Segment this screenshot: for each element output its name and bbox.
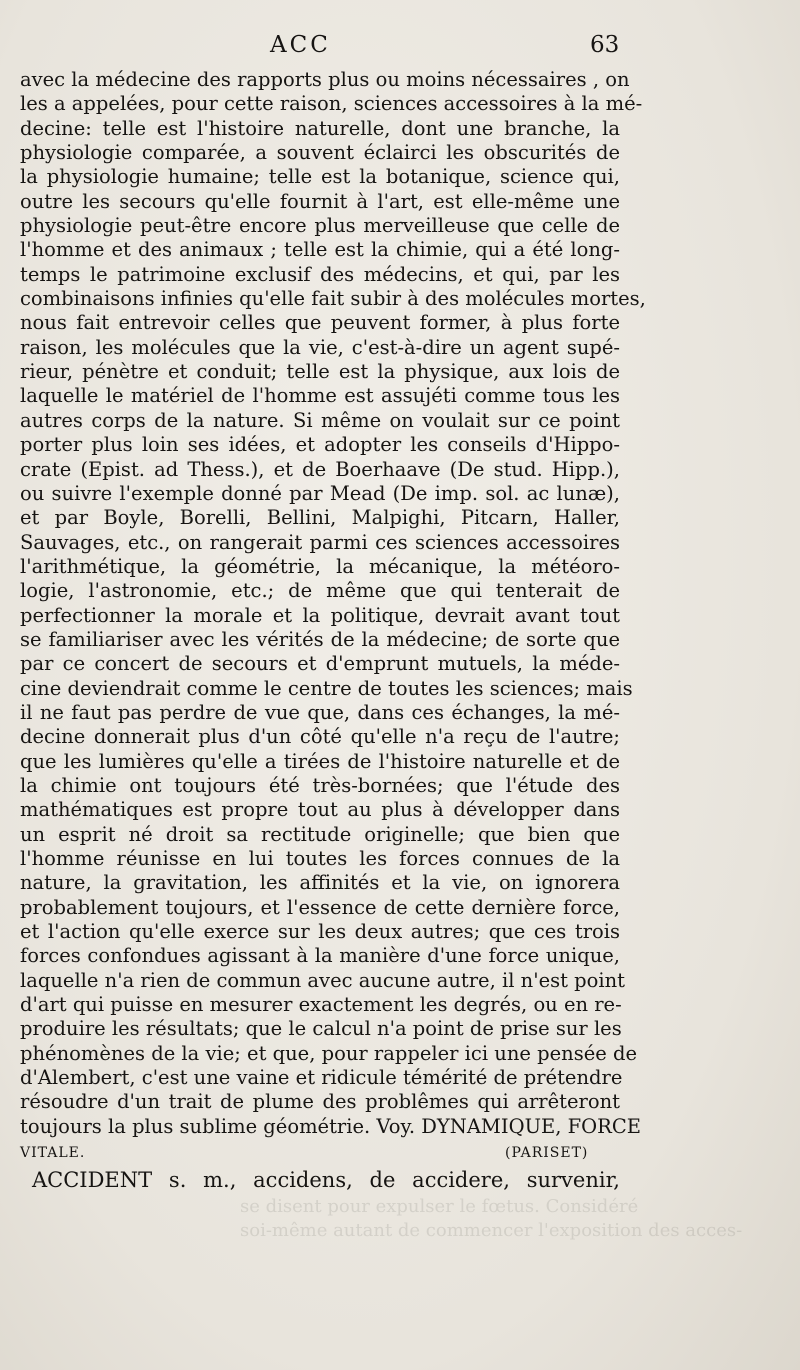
text-line: decine donnerait plus d'un côté qu'elle n'a reçu de l'autre; <box>20 725 620 749</box>
text-line: il ne faut pas perdre de vue que, dans ces échanges, la mé- <box>20 700 620 724</box>
text-line: les a appelées, pour cette raison, sciences accessoires à la mé- <box>20 92 643 116</box>
running-head: ACC <box>270 32 331 58</box>
page-number: 63 <box>590 32 620 58</box>
text-line: que les lumières qu'elle a tirées de l'histoire naturelle et de <box>20 749 620 773</box>
text-line: rieur, pénètre et conduit; telle est la physique, aux lois de <box>20 360 620 384</box>
text-line: résoudre d'un trait de plume des problêmes qui arrêteront <box>20 1090 620 1114</box>
page-header <box>0 32 800 66</box>
text-line: la chimie ont toujours été très-bornées; que l'étude des <box>20 773 620 797</box>
text-line: decine: telle est l'histoire naturelle, dont une branche, la <box>20 116 620 140</box>
text-line: laquelle n'a rien de commun avec aucune autre, il n'est point <box>20 968 626 992</box>
body-text <box>20 68 646 1193</box>
text-line: d'art qui puisse en mesurer exactement les degrés, ou en re- <box>20 993 622 1017</box>
cross-reference-continuation: VITALE. <box>20 1145 86 1162</box>
text-line: outre les secours qu'elle fournit à l'art, est elle-même une <box>20 189 620 213</box>
text-line: l'homme réunisse en lui toutes les forces connues de la <box>20 847 620 870</box>
text-line: mathématiques est propre tout au plus à développer dans <box>20 798 620 822</box>
text-line: raison, les molécules que la vie, c'est-à-dire un agent supé- <box>20 335 620 359</box>
text-line: laquelle le matériel de l'homme est assujéti comme tous les <box>20 384 620 408</box>
text-line: avec la médecine des rapports plus ou moins nécessaires , on <box>20 68 630 91</box>
text-line: phénomènes de la vie; et que, pour rappeler ici une pensée de <box>20 1041 638 1065</box>
text-line: combinaisons infinies qu'elle fait subir à des molécules mortes, <box>20 287 646 311</box>
text-line: et par Boyle, Borelli, Bellini, Malpighi, Pitcarn, Haller, <box>20 506 620 530</box>
text-line: par ce concert de secours et d'emprunt mutuels, la méde- <box>20 652 620 676</box>
signature-line <box>20 1141 620 1165</box>
text-line: perfectionner la morale et la politique, devrait avant tout <box>20 603 620 627</box>
text-line: cine deviendrait comme le centre de toutes les sciences; mais <box>20 676 633 700</box>
text-line: forces confondues agissant à la manière d'une force unique, <box>20 944 620 968</box>
bleed-through-text <box>240 1195 743 1243</box>
text-line: autres corps de la nature. Si même on voulait sur ce point <box>20 408 620 432</box>
text-line: produire les résultats; que le calcul n'a point de prise sur les <box>20 1017 622 1041</box>
text-line: crate (Epist. ad Thess.), et de Boerhaave (De stud. Hipp.), <box>20 457 620 481</box>
text-line: nous fait entrevoir celles que peuvent former, à plus forte <box>20 311 620 335</box>
text-line: physiologie peut-être encore plus merveilleuse que celle de <box>20 214 620 238</box>
next-entry-heading: ACCIDENT s. m., accidens, de accidere, survenir, <box>32 1168 620 1193</box>
bleed-through-line: soi-même autant de commencer l'exposition des acces- <box>240 1220 743 1241</box>
text-line: un esprit né droit sa rectitude originelle; que bien que <box>20 822 620 846</box>
text-line: l'homme et des animaux ; telle est la chimie, qui a été long- <box>20 238 620 262</box>
text-line: porter plus loin ses idées, et adopter les conseils d'Hippo- <box>20 433 620 457</box>
text-line: la physiologie humaine; telle est la botanique, science qui, <box>20 165 620 189</box>
text-line: probablement toujours, et l'essence de cette dernière force, <box>20 895 620 919</box>
text-line: l'arithmétique, la géométrie, la mécanique, la météoro- <box>20 554 620 578</box>
text-line: physiologie comparée, a souvent éclairci les obscurités de <box>20 141 620 165</box>
text-line: logie, l'astronomie, etc.; de même que qui tenterait de <box>20 579 620 603</box>
text-line: toujours la plus sublime géométrie. Voy. DYNAMIQUE, FORCE <box>20 1114 642 1138</box>
text-line: temps le patrimoine exclusif des médecins, et qui, par les <box>20 262 620 286</box>
text-line: et l'action qu'elle exerce sur les deux autres; que ces trois <box>20 920 620 944</box>
text-line: ou suivre l'exemple donné par Mead (De imp. sol. ac lunæ), <box>20 481 620 505</box>
text-line: d'Alembert, c'est une vaine et ridicule témérité de prétendre <box>20 1066 623 1090</box>
author-signature: (PARISET) <box>505 1145 589 1162</box>
bleed-through-line: se disent pour expulser le fœtus. Considéré <box>240 1196 639 1217</box>
text-line: Sauvages, etc., on rangerait parmi ces sciences accessoires <box>20 530 620 554</box>
text-line: se familiariser avec les vérités de la médecine; de sorte que <box>20 627 620 651</box>
text-line: nature, la gravitation, les affinités et la vie, on ignorera <box>20 871 620 895</box>
